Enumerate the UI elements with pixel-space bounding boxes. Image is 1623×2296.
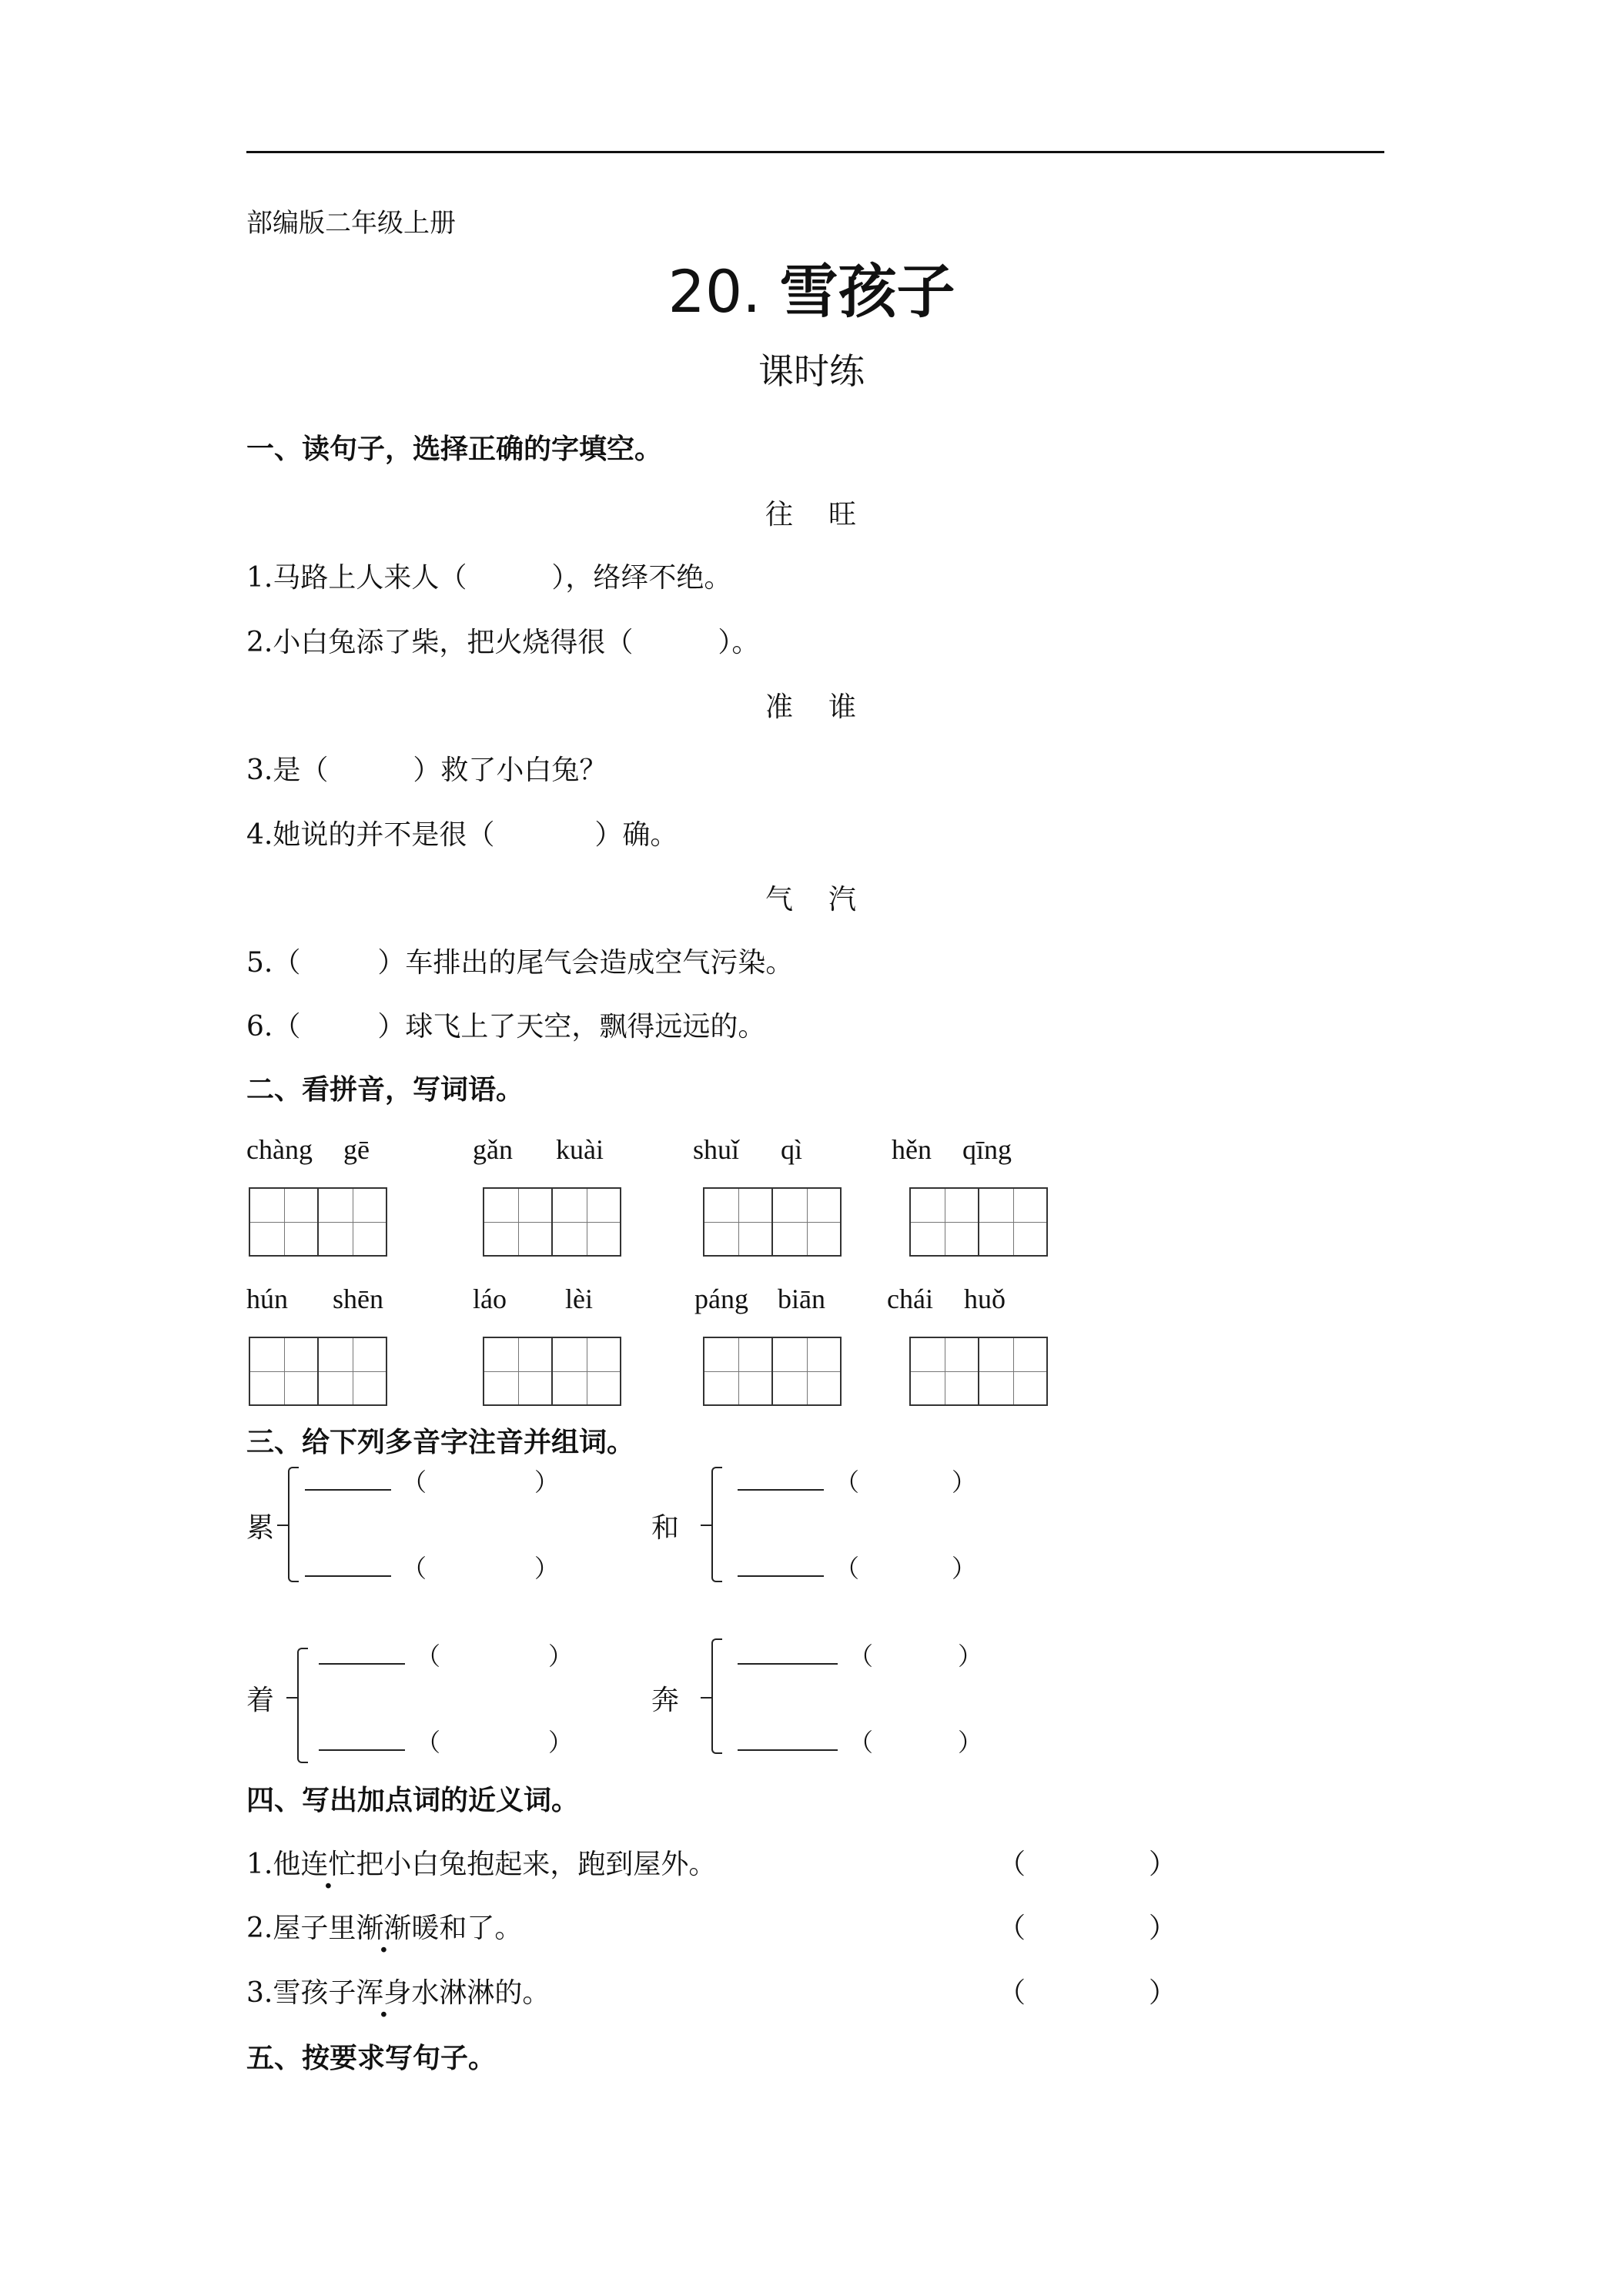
choice-pair-3 [0,878,1623,917]
dotted-word: 连忙 [300,1849,356,1880]
synonym-answer[interactable]: （ ） [998,1977,1177,2009]
synonym-question-2: 2.屋子里渐渐暖和了。 [246,1913,523,1944]
pinyin-word-entry[interactable]: （ ） [738,1637,982,1672]
question-1: 1.马路上人来人（ ），络绎不绝。 [246,562,732,594]
section4-title: 四、写出加点词的近义词。 [246,1785,580,1816]
writing-grid[interactable] [249,1337,387,1406]
page-title [0,245,1623,329]
brace [297,1648,308,1763]
choice-pair-2 [0,685,1623,725]
writing-grid[interactable] [703,1337,842,1406]
pinyin: chàng [246,1134,313,1165]
section5-title: 五、按要求写句子。 [246,2043,497,2074]
pinyin: biān [778,1284,825,1314]
choice-pair-1 [0,493,1623,532]
pinyin: qīng [962,1134,1012,1165]
question-2: 2.小白兔添了柴，把火烧得很（ ）。 [246,627,760,658]
synonym-question-3: 3.雪孩子浑身水淋淋的。 [246,1977,550,2009]
writing-grid[interactable] [703,1187,842,1257]
polyphone-char: 累 [246,1512,275,1544]
pinyin-word-entry[interactable]: （ ） [305,1463,559,1498]
pinyin: huǒ [964,1284,1006,1314]
pinyin: lèi [565,1284,593,1314]
choice-char: 旺 [828,499,858,530]
choice-char: 谁 [828,691,858,723]
brace [711,1467,722,1582]
brace [288,1467,299,1582]
header-rule [246,151,1384,153]
question-6: 6.（ ）球飞上了天空，飘得远远的。 [246,1011,766,1043]
pinyin-word-entry[interactable]: （ ） [738,1549,976,1585]
grade-label: 部编版二年级上册 [246,208,456,239]
pinyin-word-entry[interactable]: （ ） [319,1723,573,1759]
choice-char: 气 [765,884,795,915]
pinyin: páng [694,1284,748,1314]
writing-grid[interactable] [909,1187,1048,1257]
lesson-title: 雪孩子 [779,257,955,326]
question-4: 4.她说的并不是很（ ）确。 [246,819,678,851]
section2-title: 二、看拼音，写词语。 [246,1074,524,1106]
pinyin-word-entry[interactable]: （ ） [738,1463,976,1498]
pinyin: gē [343,1134,370,1165]
synonym-answer[interactable]: （ ） [998,1849,1177,1880]
choice-char: 往 [765,499,795,530]
section3-title: 三、给下列多音字注音并组词。 [246,1427,635,1458]
choice-char: 汽 [828,884,858,915]
question-3: 3.是（ ）救了小白兔？ [246,755,607,786]
pinyin: shēn [333,1284,383,1314]
writing-grid[interactable] [909,1337,1048,1406]
section1-title: 一、读句子，选择正确的字填空。 [246,433,663,465]
pinyin: qì [781,1134,803,1165]
synonym-answer[interactable]: （ ） [998,1913,1177,1944]
lesson-number: 20. [668,257,761,326]
writing-grid[interactable] [483,1337,621,1406]
pinyin: gǎn [473,1134,513,1165]
pinyin-word-entry[interactable]: （ ） [305,1549,559,1585]
polyphone-char: 着 [246,1685,275,1716]
writing-grid[interactable] [483,1187,621,1257]
pinyin-word-entry[interactable]: （ ） [319,1637,573,1672]
pinyin-word-entry[interactable]: （ ） [738,1723,982,1759]
pinyin: hěn [892,1134,932,1165]
pinyin: hún [246,1284,288,1314]
page-subtitle: 课时练 [758,350,865,392]
synonym-question-1: 1.他连忙把小白兔抱起来，跑到屋外。 [246,1849,717,1880]
pinyin: kuài [556,1134,604,1165]
writing-grid[interactable] [249,1187,387,1257]
polyphone-char: 奔 [651,1685,680,1716]
pinyin: shuǐ [693,1134,740,1165]
question-5: 5.（ ）车排出的尾气会造成空气污染。 [246,947,794,979]
dotted-word: 浑身 [356,1977,412,2009]
brace [711,1638,722,1754]
polyphone-char: 和 [651,1512,680,1544]
dotted-word: 渐渐 [356,1913,412,1944]
choice-char: 准 [765,691,795,723]
pinyin: chái [887,1284,933,1314]
pinyin: láo [473,1284,507,1314]
